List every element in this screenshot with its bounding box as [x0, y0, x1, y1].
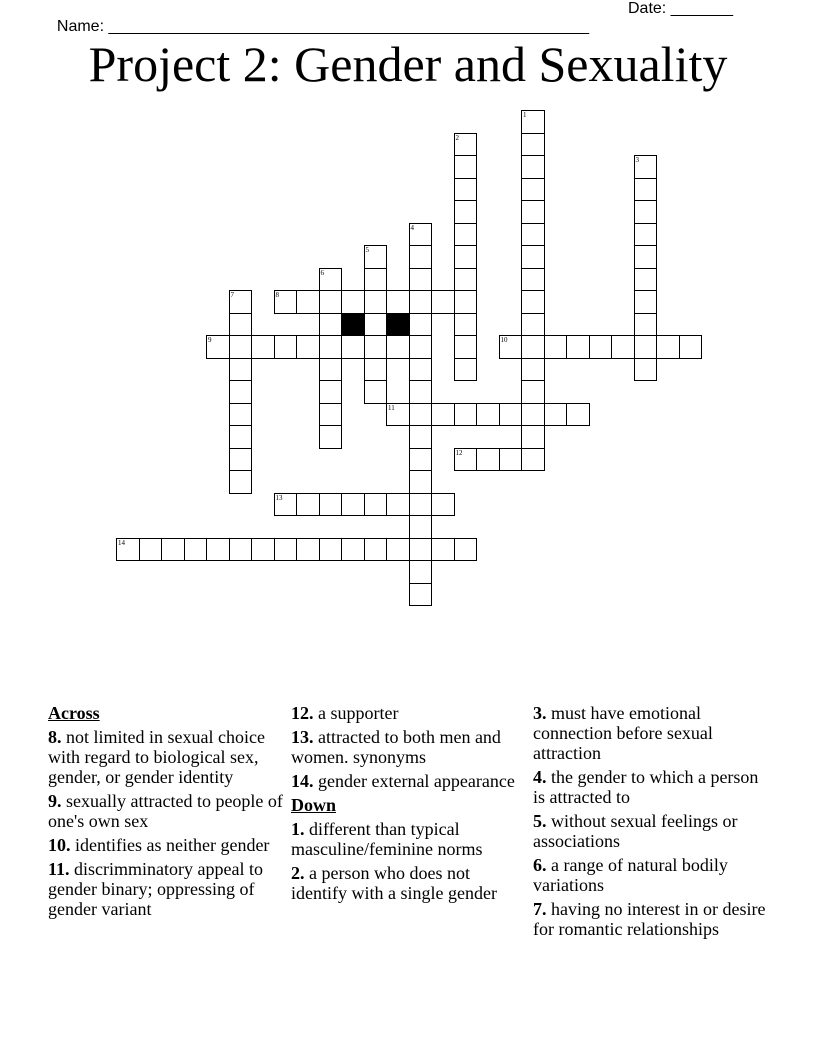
grid-cell[interactable]: [386, 403, 410, 427]
grid-cell[interactable]: [229, 448, 253, 472]
grid-cell[interactable]: [476, 403, 500, 427]
grid-cell[interactable]: [364, 335, 388, 359]
grid-cell[interactable]: [319, 380, 343, 404]
grid-cell[interactable]: [409, 290, 433, 314]
grid-cell[interactable]: [229, 290, 253, 314]
clue-number: 11.: [48, 859, 70, 879]
clue-text: discrimminatory appeal to gender binary; oppressing of gender variant: [48, 859, 263, 919]
grid-cell[interactable]: [296, 538, 320, 562]
grid-cell[interactable]: [409, 583, 433, 607]
grid-cell[interactable]: [409, 245, 433, 269]
grid-cell[interactable]: [544, 335, 568, 359]
clue-down-1: [291, 819, 527, 859]
grid-cell[interactable]: [319, 290, 343, 314]
grid-cell[interactable]: [454, 358, 478, 382]
clue-column-3: [533, 703, 773, 943]
grid-cell[interactable]: [139, 538, 163, 562]
grid-cell[interactable]: [319, 358, 343, 382]
clue-number: 4.: [533, 767, 547, 787]
grid-cell[interactable]: [319, 493, 343, 517]
grid-clue-number: 6: [320, 268, 324, 277]
date-field-line[interactable]: Date: _______: [628, 0, 733, 17]
grid-cell[interactable]: [521, 290, 545, 314]
clue-text: a range of natural bodily variations: [533, 855, 728, 895]
grid-cell[interactable]: [656, 335, 680, 359]
clue-text: attracted to both men and women. synonyms: [291, 727, 501, 767]
grid-cell[interactable]: [634, 245, 658, 269]
grid-clue-number: 13: [275, 493, 283, 502]
clue-number: 14.: [291, 771, 314, 791]
grid-cell[interactable]: [566, 403, 590, 427]
clue-text: a person who does not identify with a single gender: [291, 863, 497, 903]
grid-cell[interactable]: [296, 290, 320, 314]
name-date-line: [48, 0, 748, 35]
grid-cell[interactable]: [454, 245, 478, 269]
grid-cell[interactable]: [634, 200, 658, 224]
clue-text: the gender to which a person is attracted to: [533, 767, 759, 807]
grid-cell[interactable]: [521, 313, 545, 337]
grid-cell[interactable]: [409, 403, 433, 427]
grid-clue-number: 5: [365, 246, 369, 254]
grid-cell[interactable]: [521, 155, 545, 179]
grid-cell[interactable]: [409, 380, 433, 404]
grid-cell[interactable]: [454, 200, 478, 224]
grid-clue-number: 10: [500, 336, 508, 344]
grid-clue-number: 7: [230, 291, 234, 299]
grid-cell[interactable]: [319, 268, 343, 292]
grid-clue-number: 9: [208, 336, 212, 344]
grid-cell[interactable]: [409, 493, 433, 517]
clue-number: 12.: [291, 703, 314, 723]
grid-cell[interactable]: [521, 178, 545, 202]
clue-number: 5.: [533, 811, 547, 831]
grid-cell[interactable]: [409, 560, 433, 584]
grid-clue-number: 12: [455, 448, 463, 457]
grid-cell[interactable]: [521, 448, 545, 472]
clue-text: having no interest in or desire for romantic relationships: [533, 899, 766, 939]
grid-cell[interactable]: [206, 335, 230, 359]
clue-column-1: [48, 703, 284, 923]
grid-cell[interactable]: [184, 538, 208, 562]
grid-cell[interactable]: [521, 268, 545, 292]
grid-cell[interactable]: [454, 133, 478, 157]
clue-across-12: [291, 703, 527, 723]
grid-cell[interactable]: [454, 223, 478, 247]
clue-number: 7.: [533, 899, 547, 919]
grid-cell[interactable]: [611, 335, 635, 359]
clue-text: not limited in sexual choice with regard to biological sex, gender, or gender identity: [48, 727, 265, 787]
grid-cell[interactable]: [319, 335, 343, 359]
clue-text: must have emotional connection before sexual attraction: [533, 703, 713, 763]
down-heading: Down: [291, 795, 337, 815]
grid-cell[interactable]: [431, 493, 455, 517]
grid-cell[interactable]: [409, 313, 433, 337]
grid-cell[interactable]: [431, 538, 455, 562]
grid-clue-number: 2: [455, 133, 459, 142]
grid-cell[interactable]: [544, 403, 568, 427]
grid-cell[interactable]: [454, 538, 478, 562]
grid-cell[interactable]: [319, 425, 343, 449]
grid-cell[interactable]: [431, 290, 455, 314]
clue-column-2: [291, 703, 527, 907]
grid-cell[interactable]: [319, 313, 343, 337]
grid-cell[interactable]: [521, 245, 545, 269]
grid-cell[interactable]: [229, 335, 253, 359]
grid-cell[interactable]: [409, 223, 433, 247]
grid-cell[interactable]: [274, 493, 298, 517]
grid-cell[interactable]: [409, 358, 433, 382]
grid-cell[interactable]: [634, 290, 658, 314]
grid-cell[interactable]: [229, 358, 253, 382]
grid-cell[interactable]: [431, 403, 455, 427]
clue-number: 1.: [291, 819, 305, 839]
clue-across-13: [291, 727, 527, 767]
grid-cell[interactable]: [454, 268, 478, 292]
grid-cell[interactable]: [229, 380, 253, 404]
grid-cell[interactable]: [364, 358, 388, 382]
grid-cell[interactable]: [566, 335, 590, 359]
grid-cell[interactable]: [409, 425, 433, 449]
clue-text: gender external appearance: [318, 771, 515, 791]
clue-down-6: [533, 855, 773, 895]
grid-cell[interactable]: [634, 268, 658, 292]
grid-cell[interactable]: [341, 493, 365, 517]
grid-cell[interactable]: [364, 268, 388, 292]
clue-down-7: [533, 899, 773, 939]
grid-cell[interactable]: [521, 133, 545, 157]
grid-cell[interactable]: [341, 335, 365, 359]
grid-cell[interactable]: [454, 403, 478, 427]
clue-number: 8.: [48, 727, 62, 747]
grid-clue-number: 1: [523, 111, 527, 119]
grid-cell[interactable]: [409, 268, 433, 292]
clue-across-10: [48, 835, 284, 855]
grid-cell[interactable]: [409, 335, 433, 359]
grid-cell[interactable]: [386, 290, 410, 314]
grid-cell[interactable]: [229, 403, 253, 427]
grid-cell[interactable]: [251, 335, 275, 359]
grid-cell[interactable]: [634, 358, 658, 382]
grid-cell[interactable]: [319, 538, 343, 562]
clue-number: 9.: [48, 791, 62, 811]
grid-cell[interactable]: [634, 155, 658, 179]
clue-number: 3.: [533, 703, 547, 723]
grid-cell[interactable]: [364, 538, 388, 562]
grid-cell[interactable]: [296, 335, 320, 359]
clue-down-2: [291, 863, 527, 903]
grid-cell[interactable]: [521, 358, 545, 382]
grid-cell[interactable]: [454, 313, 478, 337]
grid-cell[interactable]: [409, 448, 433, 472]
clue-text: identifies as neither gender: [75, 835, 270, 855]
grid-cell[interactable]: [634, 335, 658, 359]
grid-cell[interactable]: [341, 538, 365, 562]
grid-cell[interactable]: [364, 290, 388, 314]
grid-cell[interactable]: [409, 515, 433, 539]
grid-cell[interactable]: [454, 448, 478, 472]
grid-cell[interactable]: [409, 470, 433, 494]
grid-cell[interactable]: [499, 403, 523, 427]
clue-down-4: [533, 767, 773, 807]
grid-cell[interactable]: [634, 223, 658, 247]
grid-cell[interactable]: [521, 223, 545, 247]
grid-cell-blocked: [386, 313, 410, 337]
page-title: Project 2: Gender and Sexuality: [88, 36, 728, 92]
grid-clue-number: 11: [388, 403, 395, 412]
clue-text: different than typical masculine/feminine norms: [291, 819, 483, 859]
grid-cell[interactable]: [521, 335, 545, 359]
grid-cell[interactable]: [274, 290, 298, 314]
grid-cell[interactable]: [161, 538, 185, 562]
grid-cell[interactable]: [521, 110, 545, 134]
clue-across-11: [48, 859, 284, 919]
clue-text: without sexual feelings or associations: [533, 811, 738, 851]
grid-cell[interactable]: [251, 538, 275, 562]
clue-across-14: [291, 771, 527, 791]
grid-cell[interactable]: [409, 538, 433, 562]
grid-clue-number: 4: [410, 223, 414, 232]
across-heading: Across: [48, 703, 100, 723]
grid-clue-number: 8: [275, 291, 279, 299]
grid-cell[interactable]: [679, 335, 703, 359]
grid-cell[interactable]: [589, 335, 613, 359]
clue-across-9: [48, 791, 284, 831]
grid-cell[interactable]: [521, 403, 545, 427]
grid-cell[interactable]: [454, 290, 478, 314]
grid-cell[interactable]: [364, 380, 388, 404]
grid-cell[interactable]: [341, 290, 365, 314]
clue-number: 13.: [291, 727, 314, 747]
grid-clue-number: 3: [635, 156, 639, 164]
grid-cell[interactable]: [521, 425, 545, 449]
grid-cell[interactable]: [386, 538, 410, 562]
grid-cell-blocked: [341, 313, 365, 337]
grid-cell[interactable]: [634, 313, 658, 337]
name-field-line[interactable]: Name: ______________________________________________________: [56, 18, 589, 35]
clue-across-8: [48, 727, 284, 787]
grid-cell[interactable]: [116, 538, 140, 562]
grid-cell[interactable]: [319, 403, 343, 427]
grid-cell[interactable]: [229, 470, 253, 494]
grid-cell[interactable]: [229, 313, 253, 337]
clue-text: sexually attracted to people of one's own sex: [48, 791, 283, 831]
grid-cell[interactable]: [476, 448, 500, 472]
grid-cell[interactable]: [454, 178, 478, 202]
grid-cell[interactable]: [499, 448, 523, 472]
grid-cell[interactable]: [206, 538, 230, 562]
grid-clue-number: 14: [118, 538, 125, 547]
grid-cell[interactable]: [229, 425, 253, 449]
grid-cell[interactable]: [454, 155, 478, 179]
grid-cell[interactable]: [274, 335, 298, 359]
grid-cell[interactable]: [634, 178, 658, 202]
clue-number: 10.: [48, 835, 71, 855]
grid-cell[interactable]: [296, 493, 320, 517]
grid-cell[interactable]: [274, 538, 298, 562]
grid-cell[interactable]: [364, 313, 388, 337]
grid-cell[interactable]: [521, 200, 545, 224]
grid-cell[interactable]: [499, 335, 523, 359]
grid-cell[interactable]: [364, 245, 388, 269]
clue-number: 2.: [291, 863, 305, 883]
grid-cell[interactable]: [386, 335, 410, 359]
clue-text: a supporter: [318, 703, 399, 723]
grid-cell[interactable]: [386, 493, 410, 517]
grid-cell[interactable]: [364, 493, 388, 517]
clue-down-3: [533, 703, 773, 763]
clue-number: 6.: [533, 855, 547, 875]
grid-cell[interactable]: [229, 538, 253, 562]
grid-cell[interactable]: [521, 380, 545, 404]
grid-cell[interactable]: [454, 335, 478, 359]
clue-down-5: [533, 811, 773, 851]
